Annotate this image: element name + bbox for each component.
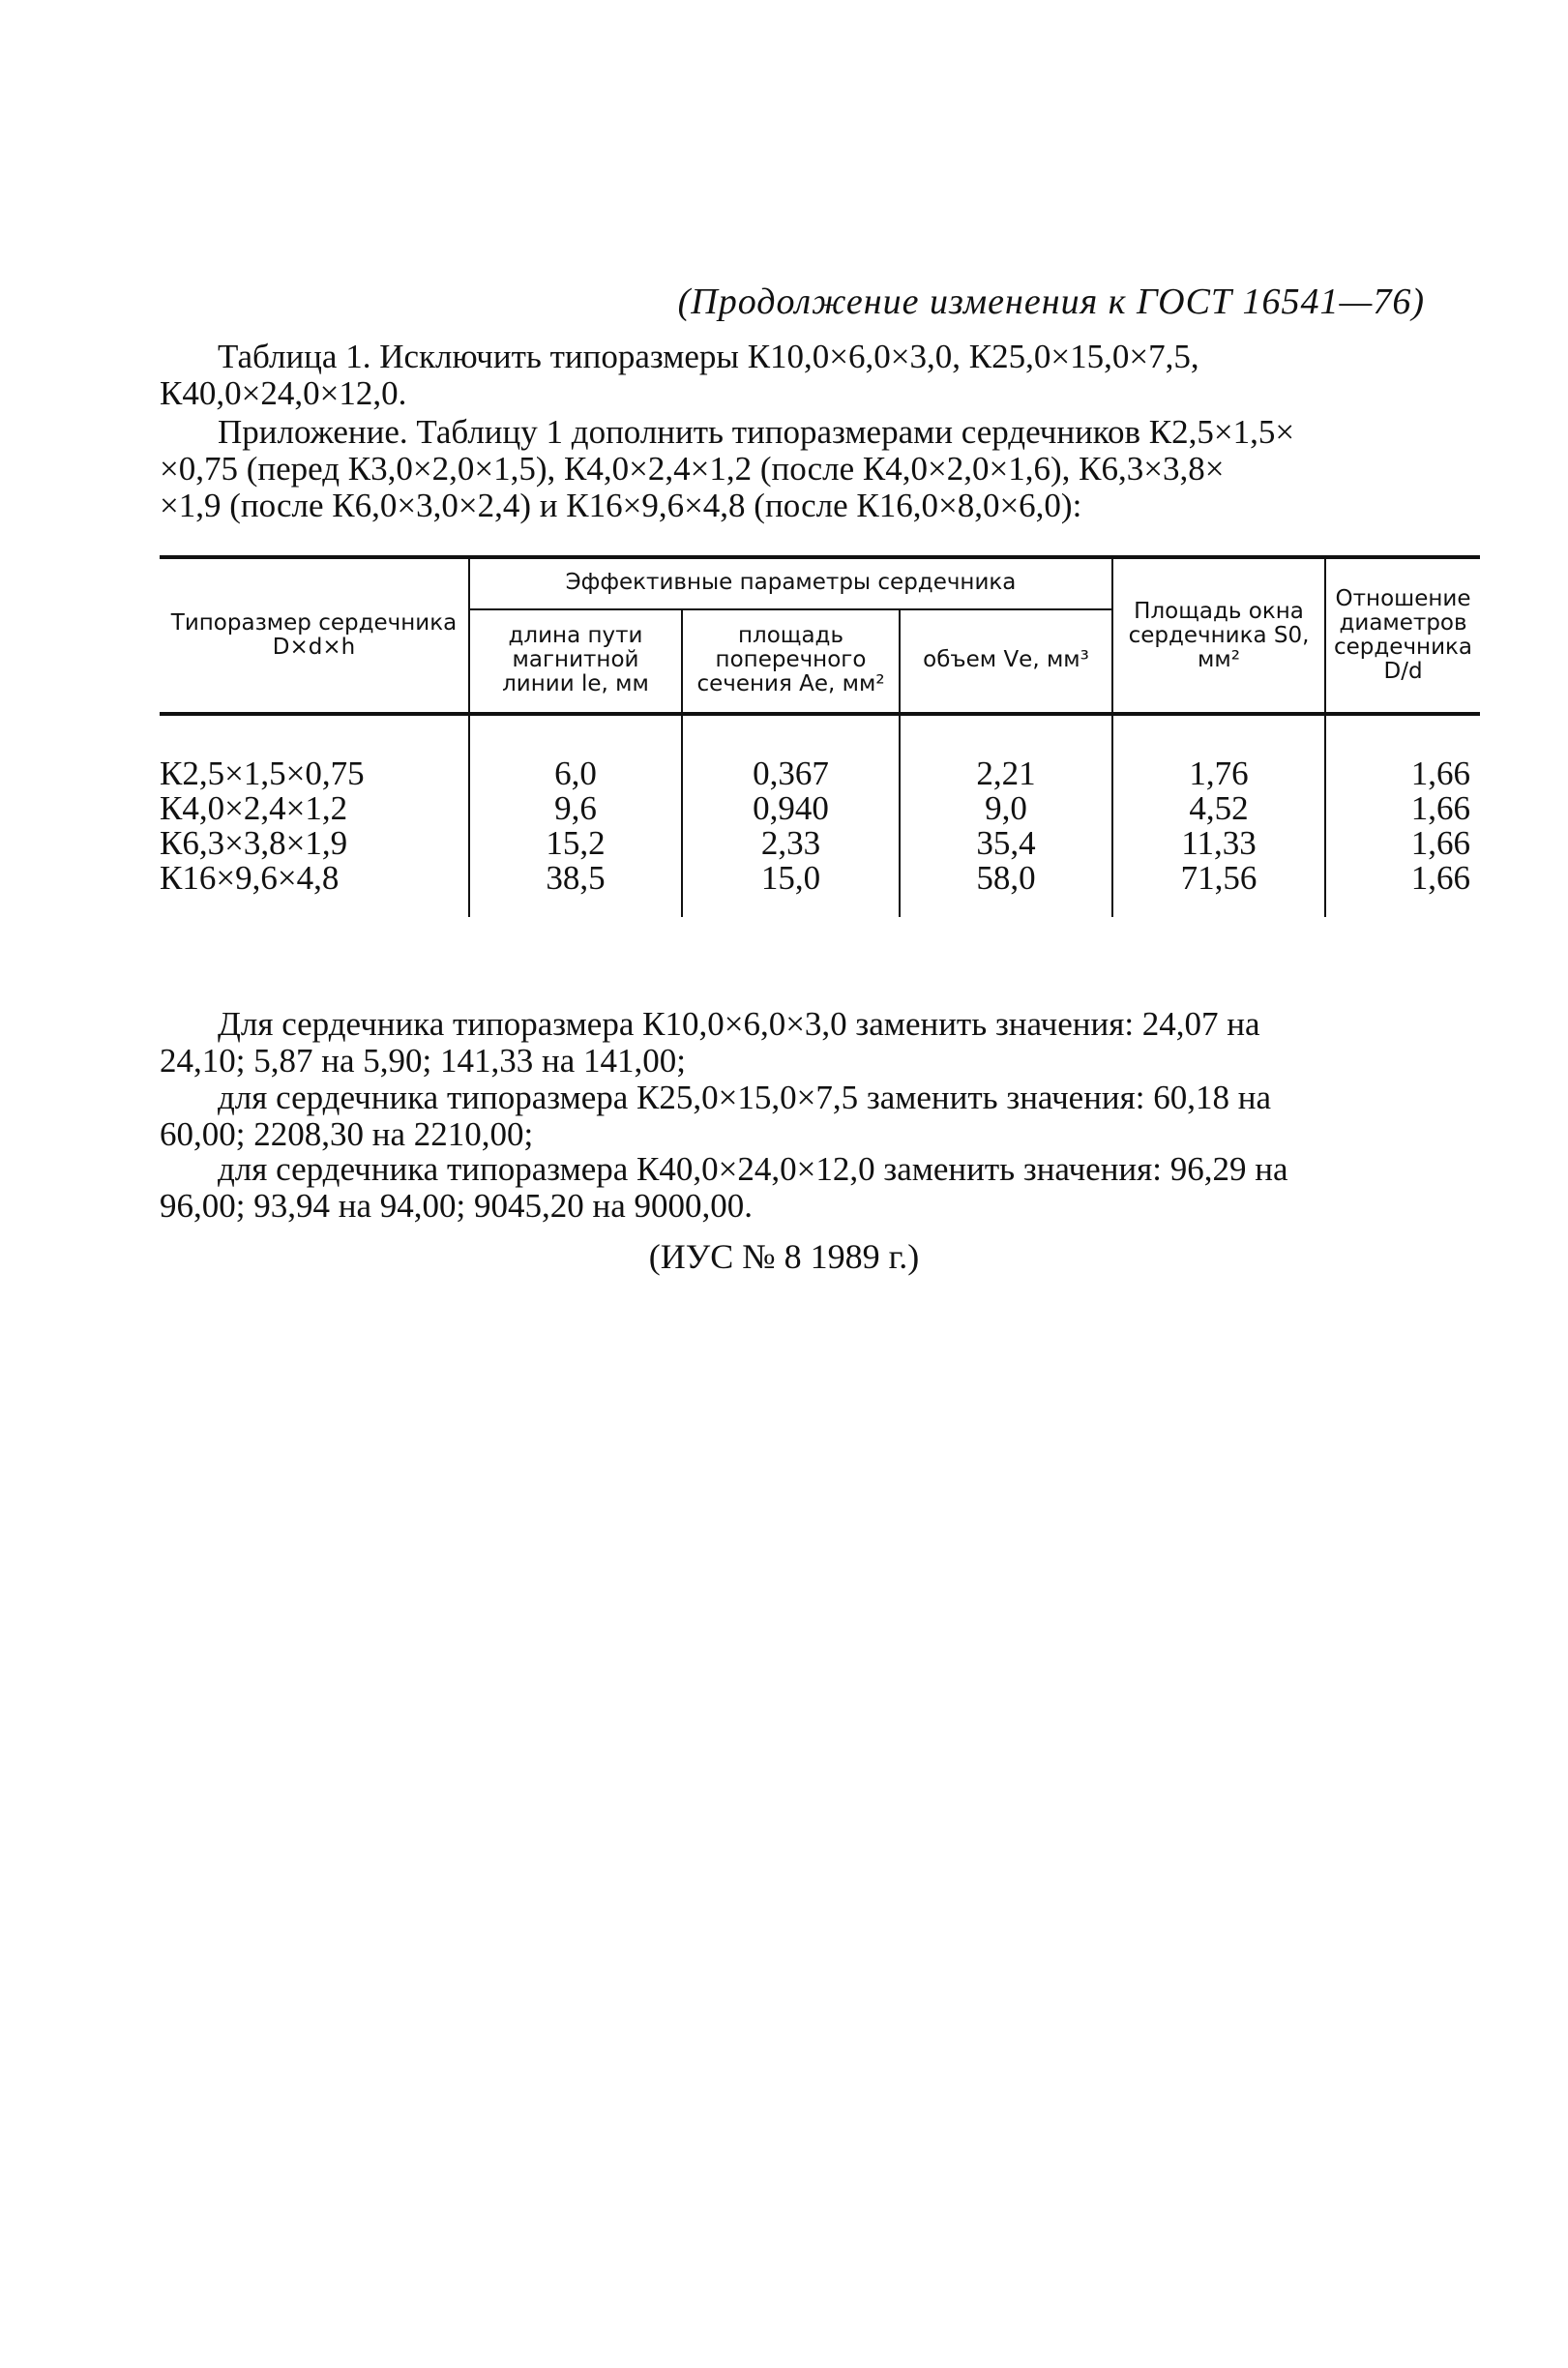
text-line: К40,0×24,0×12,0. xyxy=(160,374,407,412)
text-line: ×0,75 (перед К3,0×2,0×1,5), К4,0×2,4×1,2 (после К4,0×2,0×1,6), К6,3×3,8× xyxy=(160,450,1225,488)
text-line: 96,00; 93,94 на 94,00; 9045,20 на 9000,00. xyxy=(160,1187,753,1225)
paragraph-replace-k40 xyxy=(160,1151,1480,1225)
header-path-length: длина пути магнитной линии lе, мм xyxy=(469,609,682,714)
header-effective-parameters: Эффективные параметры сердечника xyxy=(469,557,1112,609)
paragraph-replace-k25 xyxy=(160,1080,1480,1153)
text-line: для сердечника типоразмера К40,0×24,0×12,0 заменить значения: 96,29 на xyxy=(218,1150,1288,1188)
header-cross-section-area: площадь поперечного сечения Ае, мм² xyxy=(682,609,900,714)
page-header: (Продолжение изменения к ГОСТ 16541—76) xyxy=(677,281,1425,322)
header-core-size: Типоразмер сердечника D×d×h xyxy=(160,557,469,714)
header-diameter-ratio: Отношение диаметров сердечника D/d xyxy=(1325,557,1480,714)
text-line: Приложение. Таблицу 1 дополнить типоразмерами сердечников К2,5×1,5× xyxy=(218,413,1295,451)
table-row: К2,5×1,5×0,75 6,0 0,367 2,21 1,76 1,66 xyxy=(160,756,1480,791)
table-row: К6,3×3,8×1,9 15,2 2,33 35,4 11,33 1,66 xyxy=(160,826,1480,861)
header-window-area: Площадь окна сердечника S0, мм² xyxy=(1112,557,1325,714)
table-row: К16×9,6×4,8 38,5 15,0 58,0 71,56 1,66 xyxy=(160,861,1480,896)
text-line: Таблица 1. Исключить типоразмеры К10,0×6,0×3,0, К25,0×15,0×7,5, xyxy=(218,338,1199,375)
text-line: Для сердечника типоразмера К10,0×6,0×3,0 заменить значения: 24,07 на xyxy=(218,1005,1260,1043)
table-row: К4,0×2,4×1,2 9,6 0,940 9,0 4,52 1,66 xyxy=(160,791,1480,826)
text-line: для сердечника типоразмера К25,0×15,0×7,5 заменить значения: 60,18 на xyxy=(218,1079,1271,1116)
text-line: ×1,9 (после К6,0×3,0×2,4) и К16×9,6×4,8 (после К16,0×8,0×6,0): xyxy=(160,487,1082,524)
core-parameters-table xyxy=(160,555,1480,917)
paragraph-table1-exclusion xyxy=(160,339,1480,412)
source-reference: (ИУС № 8 1989 г.) xyxy=(648,1237,920,1276)
paragraph-appendix xyxy=(160,414,1480,524)
header-volume: объем Vе, мм³ xyxy=(900,609,1112,714)
text-line: 60,00; 2208,30 на 2210,00; xyxy=(160,1115,534,1153)
paragraph-replace-k10 xyxy=(160,1006,1480,1080)
text-line: 24,10; 5,87 на 5,90; 141,33 на 141,00; xyxy=(160,1042,686,1080)
